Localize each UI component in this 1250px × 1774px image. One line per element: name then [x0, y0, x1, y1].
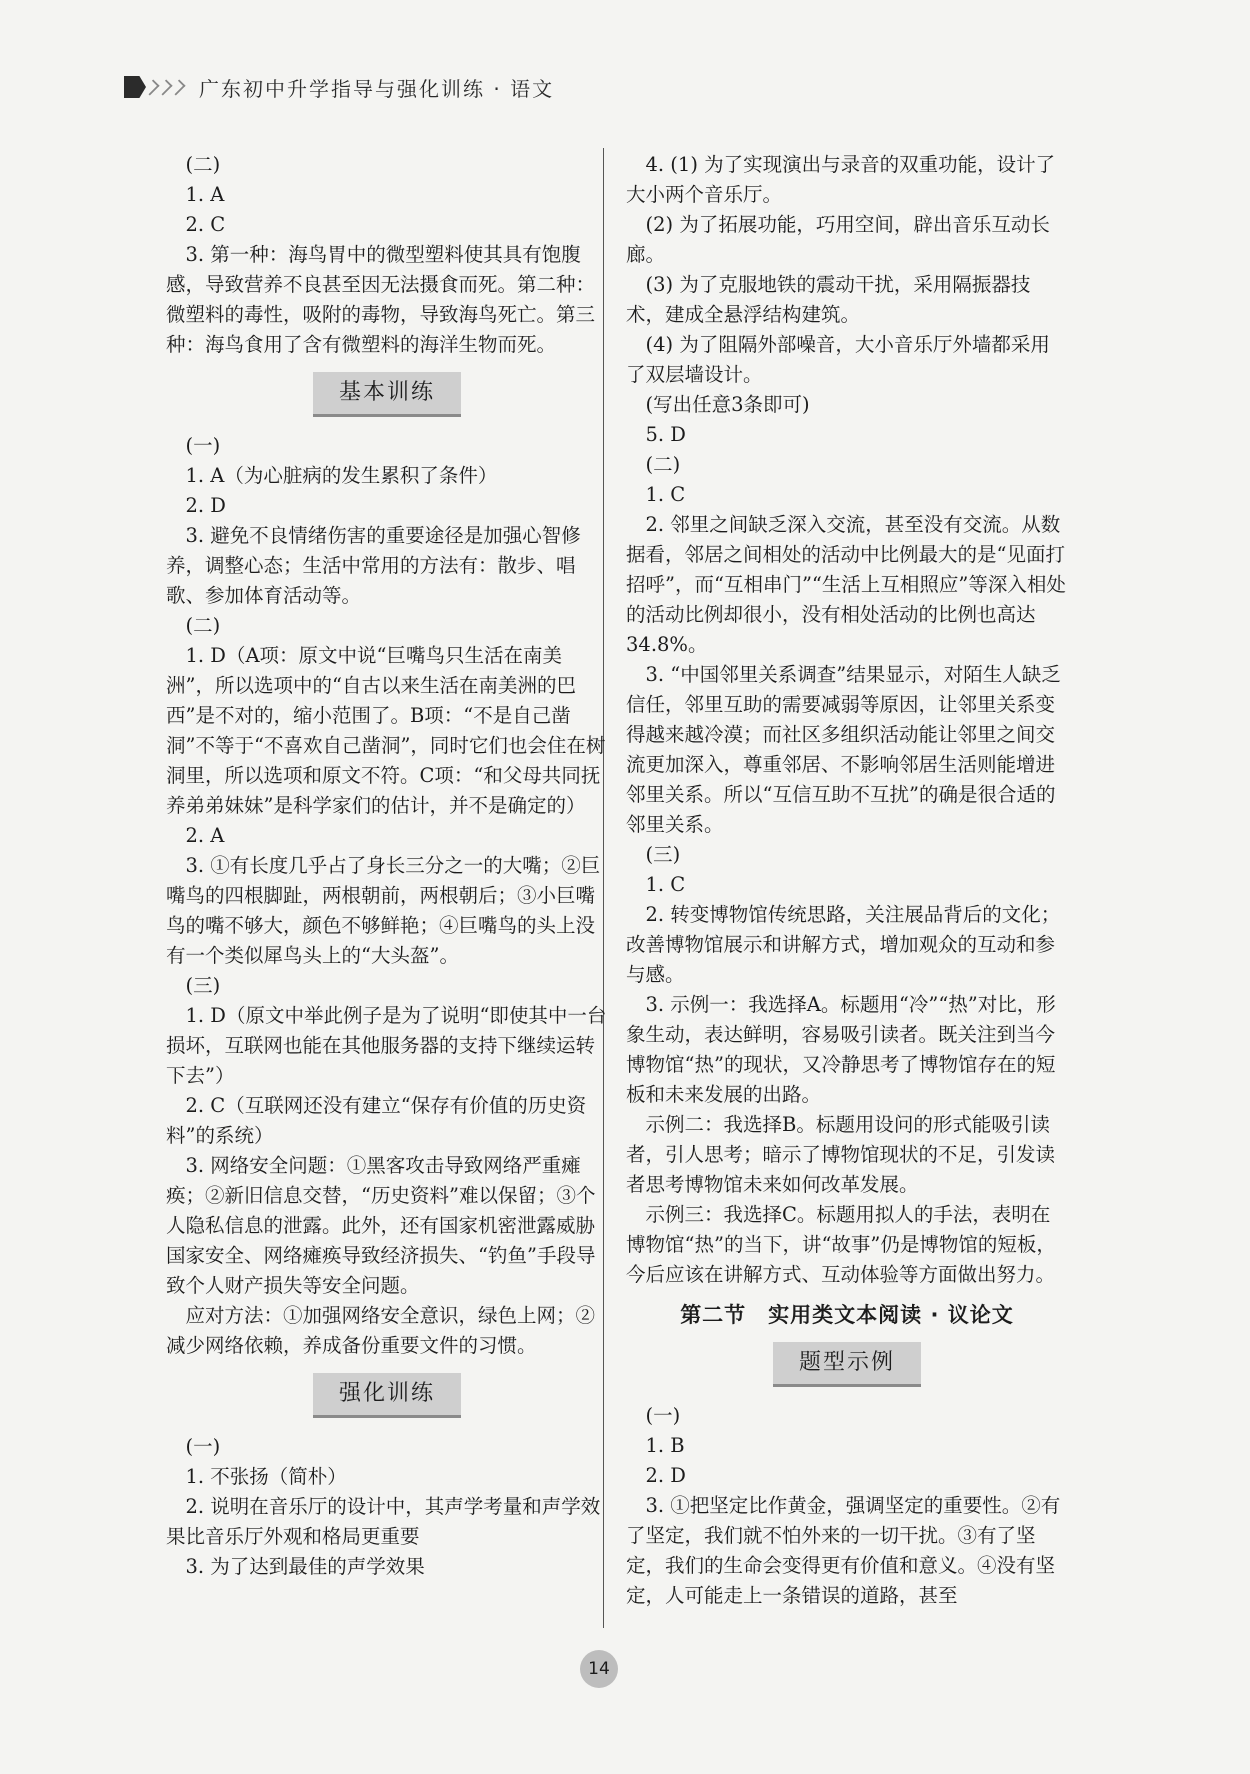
answer-line: 2. 说明在音乐厅的设计中，其声学考量和声学效果比音乐厅外观和格局更重要 — [166, 1495, 601, 1548]
page-header — [124, 72, 554, 102]
answer-line: 2. 转变博物馆传统思路，关注展品背后的文化；改善博物馆展示和讲解方式，增加观众的互动和参与感。 — [626, 903, 1061, 986]
answer-line: 2. 邻里之间缺乏深入交流，甚至没有交流。从数据看，邻居之间相处的活动中比例最大的是“见面打招呼”，而“互相串门”“生活上互相照应”等深入相处的活动比例却很小，没有相处活动的比例也高达34.8%。 — [626, 513, 1066, 656]
right-column — [626, 150, 1068, 1611]
answer-line: 示例三：我选择C。标题用拟人的手法，表明在博物馆“热”的当下，讲“故事”仍是博物馆的短板，今后应该在讲解方式、互动体验等方面做出努力。 — [626, 1203, 1056, 1286]
answer-line: (三) — [645, 843, 681, 866]
answer-line: (4) 为了阻隔外部噪音，大小音乐厅外墙都采用了双层墙设计。 — [626, 333, 1050, 386]
answer-line: 1. A（为心脏病的发生累积了条件） — [185, 464, 498, 487]
answer-line: (二) — [185, 153, 221, 176]
banner-basic-training: 基本训练 — [313, 372, 461, 417]
answer-line: 1. B — [645, 1434, 685, 1457]
arrow-icon — [124, 76, 185, 99]
answer-line: 3. 第一种：海鸟胃中的微型塑料使其具有饱腹感，导致营养不良甚至因无法摄食而死。第二种：微塑料的毒性，吸附的毒物，导致海鸟死亡。第三种：海鸟食用了含有微塑料的海洋生物而死。 — [166, 243, 596, 356]
answer-line: 应对方法：①加强网络安全意识，绿色上网；②减少网络依赖，养成备份重要文件的习惯。 — [166, 1304, 596, 1357]
answer-line: (一) — [185, 1435, 221, 1458]
answer-line: 3. “中国邻里关系调查”结果显示，对陌生人缺乏信任，邻里互助的需要减弱等原因，让邻里关系变得越来越冷漠；而社区多组织活动能让邻里之间交流更加深入，尊重邻居、不影响邻居生活则能增进邻里关系。所以“互信互助不互扰”的确是很合适的邻里关系。 — [626, 663, 1061, 836]
answer-line: 4. (1) 为了实现演出与录音的双重功能，设计了大小两个音乐厅。 — [626, 153, 1056, 206]
answer-line: 5. D — [645, 423, 686, 446]
answer-line: 2. C（互联网还没有建立“保存有价值的历史资料”的系统） — [166, 1094, 587, 1147]
header-title: 广东初中升学指导与强化训练 · 语文 — [199, 76, 555, 101]
answer-line: 1. C — [645, 483, 686, 506]
answer-line: 1. D（A项：原文中说“巨嘴鸟只生活在南美洲”，所以选项中的“自古以来生活在南美洲的巴西”是不对的，缩小范围了。B项：“不是自己凿洞”不等于“不喜欢自己凿洞”，同时它们也会住在树洞里，所以选项和原文不符。C项：“和父母共同抚养弟弟妹妹”是科学家们的估计，并不是确定的） — [166, 644, 606, 817]
answer-line: 3. 示例一：我选择A。标题用“冷”“热”对比，形象生动，表达鲜明，容易吸引读者。既关注到当今博物馆“热”的现状，又冷静思考了博物馆存在的短板和未来发展的出路。 — [626, 993, 1056, 1106]
answer-line: (2) 为了拓展功能，巧用空间，辟出音乐互动长廊。 — [626, 213, 1050, 266]
answer-line: 1. D（原文中举此例子是为了说明“即使其中一台损坏，互联网也能在其他服务器的支持下继续运转下去”） — [166, 1004, 607, 1087]
answer-line: 3. ①有长度几乎占了身长三分之一的大嘴；②巨嘴鸟的四根脚趾，两根朝前，两根朝后；③小巨嘴鸟的嘴不够大，颜色不够鲜艳；④巨嘴鸟的头上没有一个类似犀鸟头上的“大头盔”。 — [166, 854, 601, 967]
answer-line: (二) — [185, 614, 221, 637]
answer-line: 1. C — [645, 873, 686, 896]
banner-example: 题型示例 — [773, 1342, 921, 1387]
answer-line: (3) 为了克服地铁的震动干扰，采用隔振器技术，建成全悬浮结构建筑。 — [626, 273, 1031, 326]
answer-line: 2. C — [185, 213, 226, 236]
answer-line: 1. A — [185, 183, 225, 206]
answer-line: 2. D — [185, 494, 226, 517]
answer-line: 3. 避免不良情绪伤害的重要途径是加强心智修养，调整心态；生活中常用的方法有：散步、唱歌、参加体育活动等。 — [166, 524, 581, 607]
left-column — [166, 150, 608, 1582]
answer-line: 2. D — [645, 1464, 686, 1487]
answer-line: (三) — [185, 974, 221, 997]
answer-line: (一) — [185, 434, 221, 457]
section-title: 第二节 实用类文本阅读 · 议论文 — [680, 1303, 1014, 1327]
answer-line: (写出任意3条即可) — [645, 393, 810, 416]
answer-line: 1. 不张扬（简朴） — [185, 1465, 347, 1488]
page-number: 14 — [580, 1650, 618, 1688]
answer-line: (一) — [645, 1404, 681, 1427]
answer-line: 3. 网络安全问题：①黑客攻击导致网络严重瘫痪；②新旧信息交替，“历史资料”难以保留；③个人隐私信息的泄露。此外，还有国家机密泄露威胁国家安全、网络瘫痪导致经济损失、“钓鱼”手段导致个人财产损失等安全问题。 — [166, 1154, 596, 1297]
answer-line: 示例二：我选择B。标题用设问的形式能吸引读者，引人思考；暗示了博物馆现状的不足，引发读者思考博物馆未来如何改革发展。 — [626, 1113, 1056, 1196]
answer-line: 2. A — [185, 824, 225, 847]
answer-line: 3. ①把坚定比作黄金，强调坚定的重要性。②有了坚定，我们就不怕外来的一切干扰。③有了坚定，我们的生命会变得更有价值和意义。④没有坚定，人可能走上一条错误的道路，甚至 — [626, 1494, 1061, 1607]
banner-intensive-training: 强化训练 — [313, 1373, 461, 1418]
answer-line: 3. 为了达到最佳的声学效果 — [185, 1555, 425, 1578]
answer-line: (二) — [645, 453, 681, 476]
